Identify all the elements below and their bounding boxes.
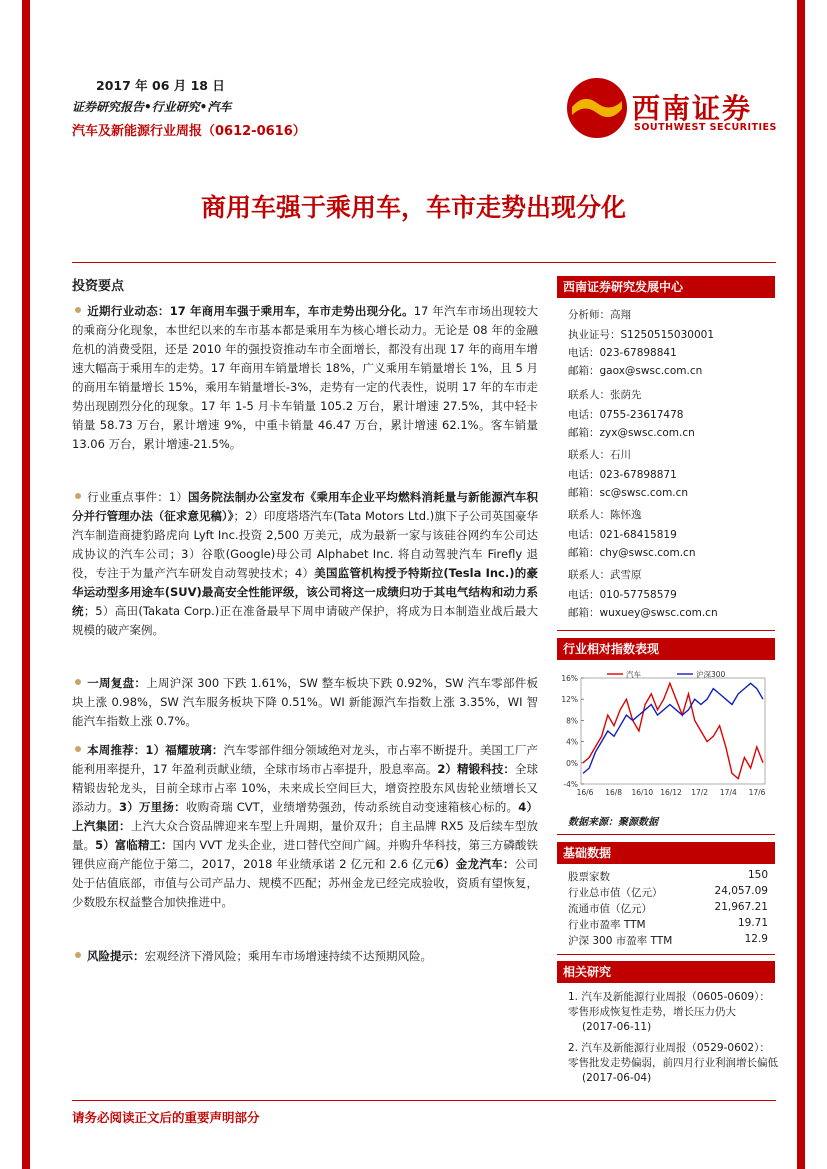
related-item [568, 990, 778, 1035]
research-center-header: 西南证券研究发展中心 [557, 276, 775, 298]
para-text: 国内 VVT 龙头企业，进口替代空间广阔。并购升华科技，第三方磷酸铁锂供应商产能位于第二，2017，2018 年业绩承诺 2 亿元和 2.6 亿元 [72, 838, 538, 871]
company-logo-icon [566, 77, 628, 139]
bullet-icon [75, 952, 81, 958]
x-tick-label: 17/6 [748, 788, 766, 797]
para-weekly-review [72, 674, 538, 731]
report-category: 证券研究报告•行业研究•汽车 [72, 100, 232, 114]
contact-line: 联系人：张荫先 [568, 389, 642, 401]
contact-line: 联系人：武雪原 [568, 569, 642, 581]
para-recommendations [72, 741, 538, 912]
para-bold: 本周推荐：1）福耀玻璃： [87, 743, 224, 757]
title-divider [72, 262, 776, 263]
contact-line: 分析师：高翔 [568, 309, 631, 321]
contact-line: 联系人：陈怀逸 [568, 509, 642, 521]
para-text: 收购奇瑞 CVT，业绩增势强劲，传动系统自动变速箱核心标的。 [185, 800, 519, 814]
report-series: 汽车及新能源行业周报（0612-0616） [72, 124, 306, 139]
contact-line: 邮箱：zyx@swsc.com.cn [568, 427, 695, 439]
related-date: (2017-06-11) [582, 1021, 652, 1033]
x-tick-label: 16/10 [631, 788, 654, 797]
contact-line: 电话：023-67898871 [568, 469, 677, 481]
related-number: 1. [568, 991, 579, 1003]
para-risk [72, 947, 538, 966]
contact-line: 电话：021-68415819 [568, 529, 677, 541]
x-tick-label: 16/8 [605, 788, 623, 797]
basic-data-header: 基础数据 [557, 842, 775, 864]
company-name-cn: 西南证券 [632, 92, 753, 125]
para-text: 行业重点事件：1） [87, 490, 189, 504]
related-number: 2. [568, 1042, 579, 1054]
basic-row [568, 885, 768, 900]
y-tick-label: 12% [561, 695, 578, 705]
report-date: 2017 年 06 月 18 日 [96, 78, 225, 93]
basic-value: 21,967.21 [714, 901, 768, 913]
para-text: 全球精锻齿轮龙头，目前全球市占率 10%，未来成长空间巨大，增资控股东风齿轮业绩增长又添动力。 [72, 762, 538, 814]
related-date: (2017-06-04) [582, 1072, 652, 1084]
company-name-en: SOUTHWEST SECURITIES [634, 122, 777, 133]
para-bold: 国务院法制办公室发布《乘用车企业平均燃料消耗量与新能源汽车积分并行管理办法（征求意见稿）》 [72, 490, 538, 523]
contact-3 [568, 508, 695, 560]
left-accent-bar [22, 0, 30, 1169]
basic-key: 行业市盈率 TTM [568, 919, 646, 931]
para-bold: 2）精锻科技： [437, 762, 515, 776]
bullet-icon [75, 493, 81, 499]
para-bold: 美国监管机构授予特斯拉(Tesla Inc.)的豪华运动型多用途车(SUV)最高安全性能评级，该公司将这一成绩归功于其电气结构和动力系统 [72, 566, 538, 618]
para-body: 宏观经济下滑风险；乘用车市场增速持续不达预期风险。 [144, 949, 432, 963]
para-text: 公司处于估值底部，市值与公司产品力、规模不匹配；苏州金龙已经完成验收，资质有望恢复，少数股东权益整合加快推进中。 [72, 857, 538, 909]
y-tick-label: -4% [563, 780, 578, 789]
bullet-icon [75, 307, 81, 313]
y-tick-label: 0% [566, 758, 578, 768]
contact-1 [568, 388, 695, 440]
x-tick-label: 16/12 [660, 788, 682, 797]
footer-disclaimer: 请务必阅读正文后的重要声明部分 [72, 1110, 260, 1125]
para-text: 汽车零部件细分领域绝对龙头，市占率不断提升。美国工厂产能利用率提升，17 年盈利贡献业绩，全球市场市占率提升，股息率高。 [72, 743, 538, 776]
contact-line: 邮箱：sc@swsc.com.cn [568, 487, 689, 499]
contact-4 [568, 568, 718, 620]
y-tick-label: 16% [561, 674, 578, 683]
para-head: 一周复盘： [87, 676, 147, 690]
basic-key: 沪深 300 市盈率 TTM [568, 935, 673, 947]
x-tick-label: 17/2 [691, 788, 709, 797]
contact-line: 邮箱：chy@swsc.com.cn [568, 547, 696, 559]
divider [557, 954, 775, 955]
divider [557, 630, 775, 631]
basic-row [568, 917, 768, 932]
basic-value: 24,057.09 [714, 885, 768, 897]
bullet-icon [75, 679, 81, 685]
basic-row [568, 901, 768, 916]
index-performance-header: 行业相对指数表现 [557, 638, 775, 660]
para-bold: 5）富临精工： [95, 838, 173, 852]
legend-label: 沪深300 [696, 670, 726, 679]
basic-value: 150 [747, 869, 768, 881]
para-head: 近期行业动态：17 年商用车强于乘用车，车市走势出现分化。 [87, 304, 414, 318]
contact-line: 邮箱：wuxuey@swsc.com.cn [568, 607, 718, 619]
related-link[interactable]: 汽车及新能源行业周报（0605-0609）：零售形成恢复性走势，增长压力仍大 [568, 991, 770, 1018]
para-head: 风险提示： [87, 949, 145, 963]
para-industry-trends [72, 302, 538, 454]
chart-source: 数据来源：聚源数据 [568, 817, 658, 828]
related-item [568, 1041, 778, 1086]
basic-key: 股票家数 [568, 871, 610, 883]
para-text: ；5）高田(Takata Corp.)正在准备最早下周申请破产保护，将成为日本制造业战后最大规模的破产案例。 [72, 604, 539, 637]
basic-key: 行业总市值（亿元） [568, 887, 663, 899]
contact-line: 电话：0755-23617478 [568, 409, 684, 421]
contact-analyst [568, 308, 714, 378]
basic-value: 19.71 [737, 917, 768, 929]
basic-value: 12.9 [744, 933, 768, 945]
section-title-key-points: 投资要点 [72, 279, 125, 294]
contact-line: 执业证号：S1250515030001 [568, 329, 715, 341]
contact-line: 电话：023-67898841 [568, 347, 677, 359]
right-accent-bar [797, 0, 805, 1169]
contact-line: 邮箱：gaox@swsc.com.cn [568, 365, 703, 377]
related-research-header: 相关研究 [557, 961, 775, 983]
x-tick-label: 17/4 [719, 788, 737, 797]
para-text: ；2）印度塔塔汽车(Tata Motors Ltd.)旗下子公司英国豪华汽车制造商捷豹路虎向 Lyft Inc.投资 2,500 万美元，成为最新一家与该硅谷网约车公司达成协议的汽车公司；3）谷歌(Google)母公司 Alphabet Inc. 将自动驾驶汽车 Firefly 退役，专注于为量产汽车研发自动驾驶技术；4） [72, 509, 539, 580]
contact-line: 电话：010-57758579 [568, 589, 677, 601]
basic-row [568, 869, 768, 884]
contact-line: 联系人：石川 [568, 449, 631, 461]
y-tick-label: 8% [566, 716, 578, 726]
para-key-events [72, 488, 538, 640]
para-bold: 6）金龙汽车： [435, 857, 515, 871]
contact-2 [568, 448, 688, 500]
x-tick-label: 16/6 [576, 788, 594, 797]
legend-label: 汽车 [626, 670, 641, 679]
basic-row [568, 933, 768, 948]
basic-key: 流通市值（亿元） [568, 903, 652, 915]
series-line [583, 683, 763, 773]
bullet-icon [75, 746, 81, 752]
related-link[interactable]: 汽车及新能源行业周报（0529-0602）：零售批发走势偏弱，前四月行业利润增长偏低 [568, 1042, 778, 1069]
y-tick-label: 4% [566, 737, 578, 747]
para-body: 上周沪深 300 下跌 1.61%，SW 整车板块下跌 0.92%，SW 汽车零部件板块上涨 0.98%，SW 汽车服务板块下降 0.51%。WI 新能源汽车指数上涨 3.35%，WI 智能汽车指数上涨 0.7%。 [72, 676, 539, 728]
relative-index-chart [557, 666, 775, 806]
divider [557, 834, 775, 835]
para-body: 17 年汽车市场出现较大的乘商分化现象，本世纪以来的车市基本都是乘用车为核心增长动力。无论是 08 年的金融危机的消费受阻，还是 2010 年的强投资推动车市全面增长，都没有出现 17 年的商用车增速大幅高于乘用车的走势。17 年商用车销量增长 18%，广义乘用车销量增长 1%，且 5 月的商用车销量增长 15%，乘用车销量增长-3%，走势有一定的代表性，说明 17 年的车市走势出现剧烈分化的现象。17 年 1-5 月卡车销量 105.2 万台，累计增速 27.5%，其中轻卡销量 58.73 万台，累计增速 9%，中重卡销量 46.47 万台，累计增速 62.1%。客车销量 13.06 万台，累计增速-21.5%。 [72, 304, 538, 451]
page-title: 商用车强于乘用车，车市走势出现分化 [200, 193, 626, 222]
footer-divider [72, 1100, 776, 1101]
para-bold: 4）上汽集团： [72, 800, 538, 833]
para-text: 上汽大众合资品牌迎来车型上升周期，量价双升；自主品牌 RX5 及后续车型放量。 [72, 819, 539, 852]
para-bold: 3）万里扬： [118, 800, 186, 814]
